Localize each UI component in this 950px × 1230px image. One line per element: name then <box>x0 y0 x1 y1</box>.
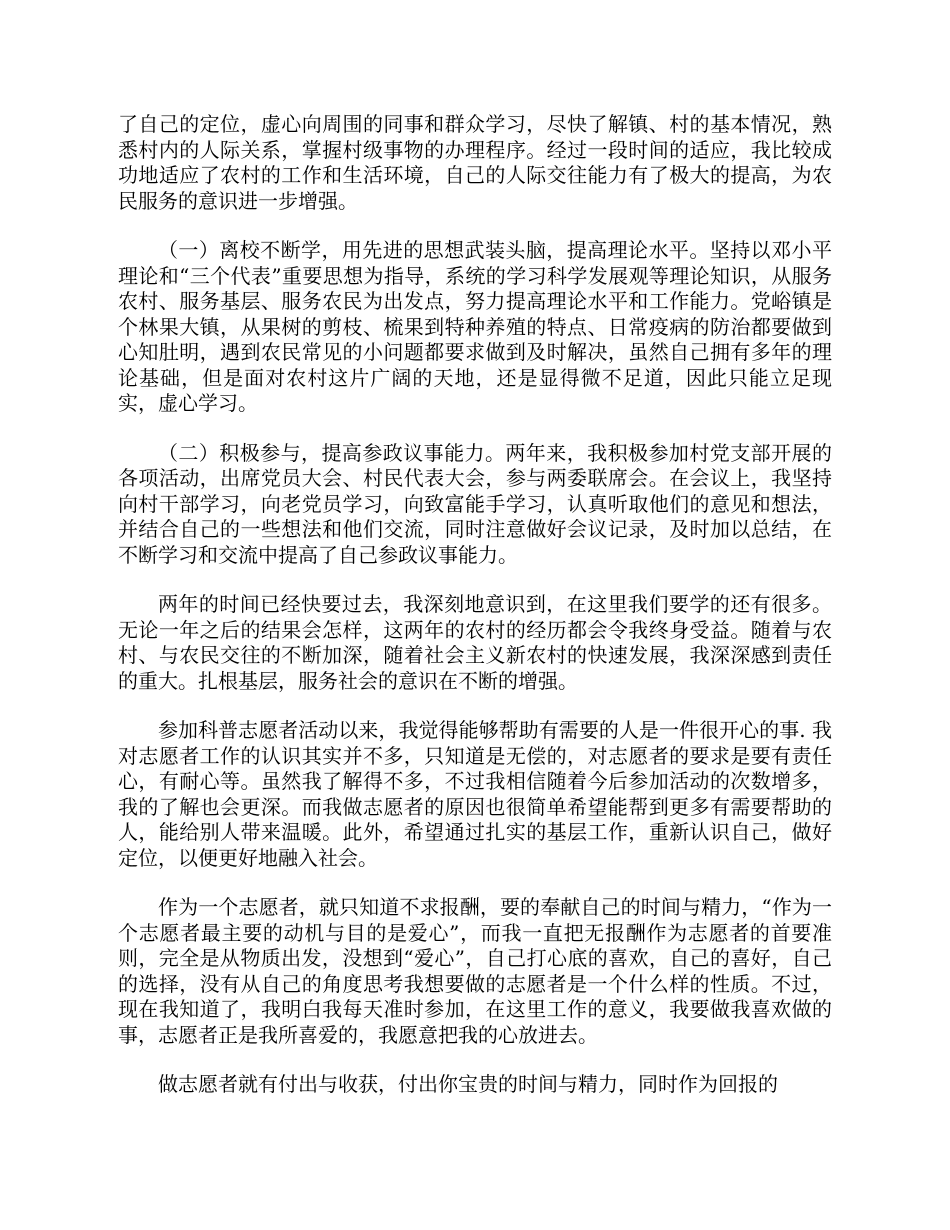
document-body <box>118 112 832 1122</box>
paragraph-6: 作为一个志愿者，就只知道不求报酬，要的奉献自己的时间与精力，“作为一个志愿者最主要的动机与目的是爱心”，而我一直把无报酬作为志愿者的首要准则，完全是从物质出发，没想到“爱心”，自己打心底的喜欢，自己的喜好，自己的选择，没有从自己的角度思考我想要做的志愿者是一个什么样的性质。不过，现在我知道了，我明白我每天准时参加，在这里工作的意义，我要做我喜欢做的事，志愿者正是我所喜爱的，我愿意把我的心放进去。 <box>118 895 832 1047</box>
paragraph-1: 了自己的定位，虚心向周围的同事和群众学习，尽快了解镇、村的基本情况，熟悉村内的人际关系，掌握村级事物的办理程序。经过一段时间的适应，我比较成功地适应了农村的工作和生活环境，自己的人际交往能力有了极大的提高，为农民服务的意识进一步增强。 <box>118 112 832 213</box>
paragraph-2: （一）离校不断学，用先进的思想武装头脑，提高理论水平。坚持以邓小平理论和“三个代表”重要思想为指导，系统的学习科学发展观等理论知识，从服务农村、服务基层、服务农民为出发点，努力提高理论水平和工作能力。党峪镇是个林果大镇，从果树的剪枝、梳果到特种养殖的特点、日常疫病的防治都要做到心知肚明，遇到农民常见的小问题都要求做到及时解决，虽然自己拥有多年的理论基础，但是面对农村这片广阔的天地，还是显得微不足道，因此只能立足现实，虚心学习。 <box>118 238 832 415</box>
paragraph-7: 做志愿者就有付出与收获，付出你宝贵的时间与精力，同时作为回报的 <box>158 1072 778 1096</box>
paragraph-5: 参加科普志愿者活动以来，我觉得能够帮助有需要的人是一件很开心的事. 我对志愿者工作的认识其实并不多，只知道是无偿的，对志愿者的要求是要有责任心，有耐心等。虽然我了解得不多，不过我相信随着今后参加活动的次数增多，我的了解也会更深。而我做志愿者的原因也很简单希望能帮到更多有需要帮助的人，能给别人带来温暖。此外，希望通过扎实的基层工作，重新认识自己，做好定位，以便更好地融入社会。 <box>118 718 832 870</box>
paragraph-4: 两年的时间已经快要过去，我深刻地意识到，在这里我们要学的还有很多。无论一年之后的结果会怎样，这两年的农村的经历都会令我终身受益。随着与农村、与农民交往的不断加深，随着社会主义新农村的快速发展，我深深感到责任的重大。扎根基层，服务社会的意识在不断的增强。 <box>118 592 832 693</box>
paragraph-3: （二）积极参与，提高参政议事能力。两年来，我积极参加村党支部开展的各项活动，出席党员大会、村民代表大会，参与两委联席会。在会议上，我坚持向村干部学习，向老党员学习，向致富能手学习，认真听取他们的意见和想法，并结合自己的一些想法和他们交流，同时注意做好会议记录，及时加以总结，在不断学习和交流中提高了自己参政议事能力。 <box>118 440 832 567</box>
